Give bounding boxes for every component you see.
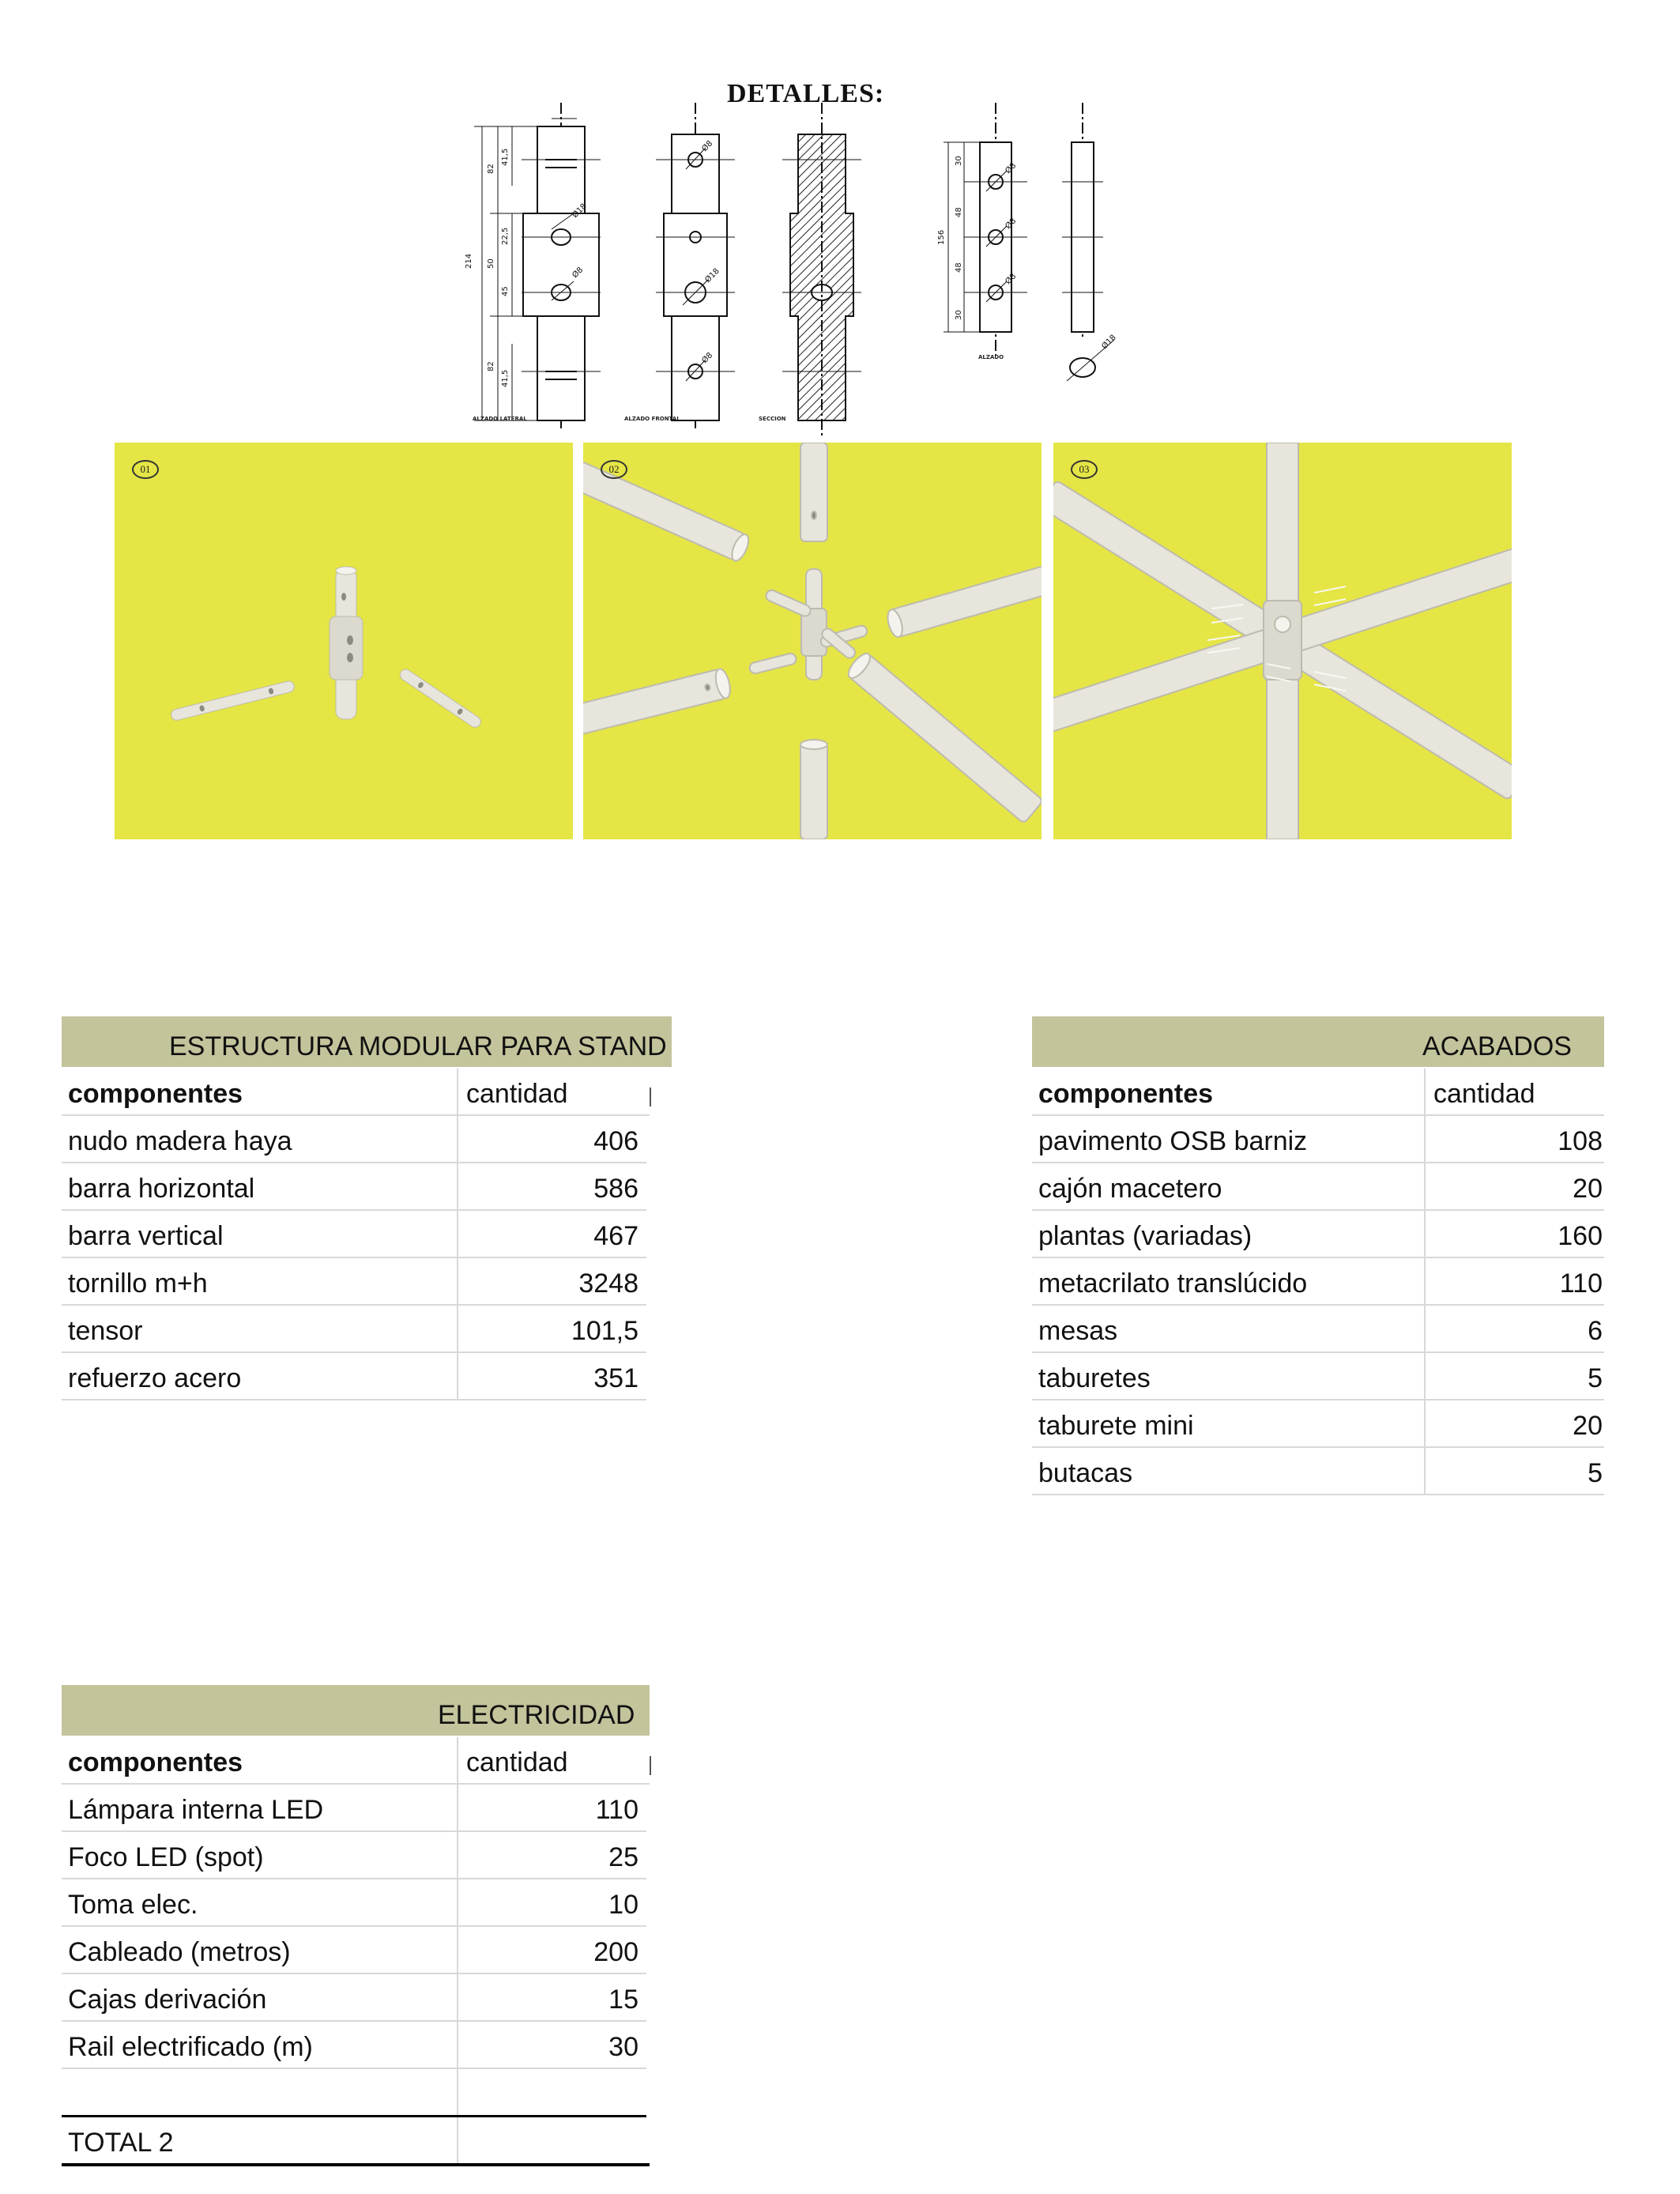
- table-row: Cajas derivación 15: [62, 1974, 646, 2022]
- caption-alzado-frontal: ALZADO FRONTAL: [624, 416, 680, 422]
- render-01: [115, 443, 573, 839]
- svg-text:82: 82: [487, 361, 495, 371]
- table-acabados-title: ACABADOS: [1422, 1031, 1572, 1061]
- table-row: Foco LED (spot) 25: [62, 1832, 646, 1879]
- table-row: Cableado (metros) 200: [62, 1927, 646, 1974]
- drawing-alzado-lateral: [458, 103, 624, 435]
- svg-text:156: 156: [937, 229, 946, 245]
- table-row: Lámpara interna LED 110: [62, 1785, 646, 1832]
- table-row: plantas (variadas) 160: [1032, 1211, 1604, 1258]
- drawing-pasador: [1059, 103, 1146, 387]
- drawing-seccion: [774, 103, 869, 443]
- table-estructura-header: [62, 1016, 672, 1069]
- svg-text:50: 50: [487, 258, 495, 269]
- svg-text:Ø8: Ø8: [700, 351, 715, 366]
- svg-text:Ø18: Ø18: [703, 266, 721, 285]
- col-header-componentes: componentes: [68, 1079, 243, 1109]
- svg-text:41,5: 41,5: [501, 148, 510, 166]
- render-badge-03: 03: [1071, 460, 1098, 479]
- render-badge-01: 01: [132, 460, 159, 479]
- table-row: pavimento OSB barniz 108: [1032, 1116, 1604, 1163]
- svg-text:45: 45: [501, 286, 510, 296]
- table-electricidad-title: ELECTRICIDAD: [438, 1700, 635, 1730]
- table-row: taburetes 5: [1032, 1353, 1604, 1400]
- svg-text:82: 82: [487, 164, 495, 174]
- svg-text:30: 30: [955, 156, 963, 166]
- table-row: barra horizontal 586: [62, 1163, 646, 1211]
- table-estructura: [62, 1016, 672, 1400]
- svg-text:Ø8: Ø8: [1004, 217, 1019, 232]
- svg-text:30: 30: [955, 310, 963, 320]
- table-acabados-header: [1032, 1016, 1604, 1069]
- drawing-alzado-barra: [932, 103, 1051, 364]
- table-estructura-col-headers: [62, 1069, 650, 1116]
- render-badge-02: 02: [601, 460, 627, 479]
- render-02: [583, 443, 1042, 839]
- col-header-componentes: componentes: [1038, 1079, 1214, 1109]
- table-row: Rail electrificado (m) 30: [62, 2022, 646, 2069]
- table-row: tornillo m+h 3248: [62, 1258, 646, 1306]
- svg-text:48: 48: [955, 207, 963, 217]
- col-header-cantidad: cantidad: [466, 1079, 568, 1109]
- table-acabados-col-headers: [1032, 1069, 1604, 1116]
- table-row: metacrilato translúcido 110: [1032, 1258, 1604, 1306]
- table-row: taburete mini 20: [1032, 1400, 1604, 1448]
- svg-text:Ø8: Ø8: [571, 266, 586, 281]
- col-header-componentes: componentes: [68, 1747, 243, 1777]
- table-row: refuerzo acero 351: [62, 1353, 646, 1400]
- table-acabados: [1032, 1016, 1604, 1495]
- table-electricidad-col-headers: [62, 1737, 650, 1785]
- svg-text:41,5: 41,5: [501, 369, 510, 387]
- table-row: tensor 101,5: [62, 1306, 646, 1353]
- svg-text:214: 214: [465, 253, 473, 269]
- render-03: [1053, 443, 1512, 839]
- table-estructura-title: ESTRUCTURA MODULAR PARA STAND: [169, 1031, 667, 1061]
- table-row-total: [62, 2117, 650, 2166]
- svg-text:Ø8: Ø8: [1004, 161, 1019, 176]
- table-row: Toma elec. 10: [62, 1879, 646, 1927]
- detalles-title: DETALLES:: [727, 79, 885, 108]
- svg-text:Ø8: Ø8: [700, 139, 715, 154]
- total-label: TOTAL 2: [68, 2128, 174, 2158]
- svg-text:Ø18: Ø18: [571, 202, 589, 221]
- svg-text:48: 48: [955, 262, 963, 273]
- table-electricidad-header: [62, 1685, 650, 1737]
- table-row: cajón macetero 20: [1032, 1163, 1604, 1211]
- col-header-cantidad: cantidad: [466, 1747, 568, 1777]
- table-electricidad: [62, 1685, 650, 2166]
- col-header-cantidad: cantidad: [1433, 1079, 1535, 1109]
- caption-alzado-lateral: ALZADO LATERAL: [473, 416, 527, 422]
- table-row: butacas 5: [1032, 1448, 1604, 1495]
- svg-text:Ø8: Ø8: [1004, 272, 1019, 287]
- svg-text:22,5: 22,5: [501, 227, 510, 245]
- caption-seccion: SECCION: [759, 416, 786, 422]
- table-row-empty: [62, 2069, 646, 2117]
- table-row: nudo madera haya 406: [62, 1116, 646, 1163]
- caption-alzado: ALZADO: [978, 354, 1004, 360]
- table-row: barra vertical 467: [62, 1211, 646, 1258]
- svg-text:Ø18: Ø18: [1100, 333, 1118, 352]
- drawing-alzado-frontal: [648, 103, 743, 435]
- table-row: mesas 6: [1032, 1306, 1604, 1353]
